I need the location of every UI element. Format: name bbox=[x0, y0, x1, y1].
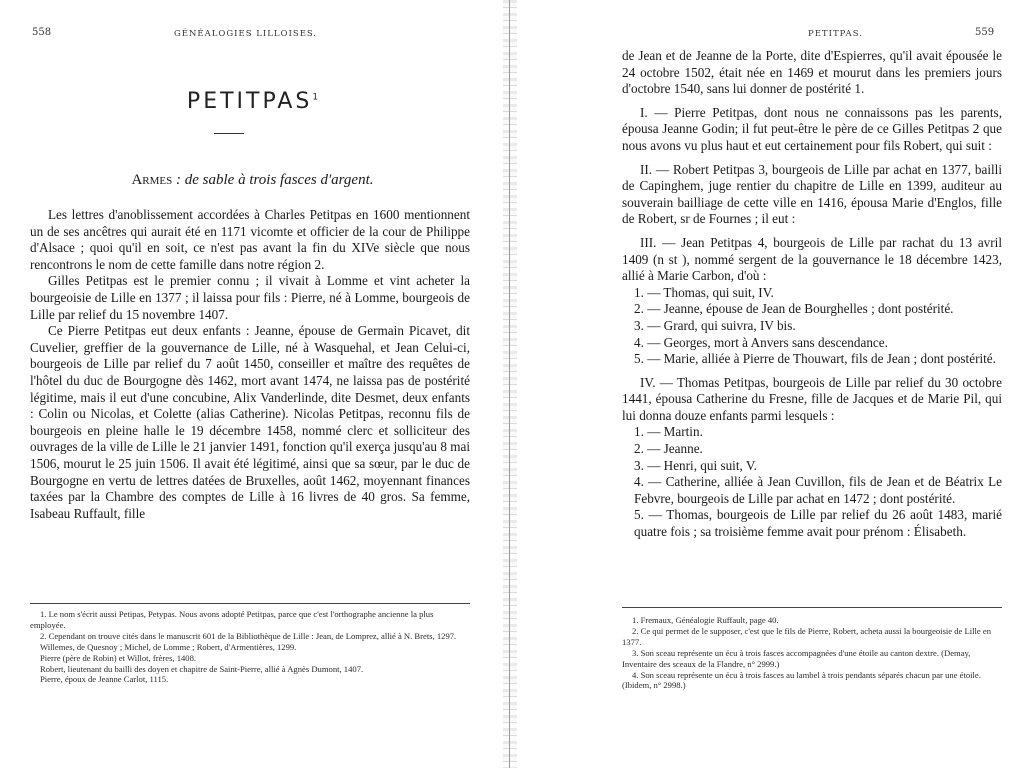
right-paragraph-iii: III. — Jean Petitpas 4, bourgeois de Lille par rachat du 13 avril 1409 (n st ), nommé sergent de la gouvernance le 18 décembre 1423, allié à Marie Carbon, d'où : bbox=[622, 234, 1002, 284]
list-item: 5. — Thomas, bourgeois de Lille par relief du 26 août 1483, marié quatre fois ; sa troisième femme avait pour prénom : Élisabeth. bbox=[634, 507, 1002, 540]
left-footnote-2b: Willemes, de Quesnoy ; Michel, de Lomme ; Robert, d'Armentières, 1299. bbox=[40, 641, 297, 652]
left-footnotes bbox=[30, 609, 470, 685]
list-item: 4. — Georges, mort à Anvers sans descendance. bbox=[634, 334, 888, 350]
right-footnotes bbox=[622, 615, 1002, 691]
left-footnote-2c: Pierre (père de Robin) et Willot, frères, 1408. bbox=[40, 652, 197, 663]
left-footnote-rule bbox=[30, 603, 470, 604]
right-paragraph-ii: II. — Robert Petitpas 3, bourgeois de Lille par achat en 1377, bailli de Capinghem, juge rentier du chapitre de Lille en 1399, auditeur au souverain bailliage de cette ville en 1416, épousa Marie d'Englos, fille de Robert, sr de Fournes ; il eut : bbox=[622, 161, 1002, 227]
list-item: 1. — Martin. bbox=[634, 424, 703, 440]
right-footnote-rule bbox=[622, 607, 1002, 608]
left-footnote-2d: Robert, lieutenant du bailli des doyen et chapitre de Saint-Pierre, allié à Agnès Dumont, 1407. bbox=[40, 663, 364, 674]
left-paragraph-2: Gilles Petitpas est le premier connu ; il vivait à Lomme et vint acheter la bourgeoisie de Lille en 1377 ; il laissa pour fils : Pierre, né à Lomme, bourgeois de Lille par relief du 15 novembre 1407. bbox=[30, 273, 470, 322]
list-item: 5. — Marie, alliée à Pierre de Thouwart, fils de Jean ; dont postérité. bbox=[634, 351, 996, 367]
left-body-text bbox=[30, 207, 470, 522]
left-running-head: GÉNÉALOGIES LILLOISES. bbox=[174, 29, 318, 39]
armes-line bbox=[0, 172, 505, 189]
right-footnote-2: 2. Ce qui permet de le supposer, c'est que le fils de Pierre, Robert, acheta aussi la bourgeoisie de Lille en 1377. bbox=[622, 625, 992, 647]
armes-text: : de sable à trois fasces d'argent. bbox=[172, 172, 374, 188]
right-page-number: 559 bbox=[975, 27, 995, 38]
list-item: 1. — Thomas, qui suit, IV. bbox=[634, 284, 774, 300]
chapter-title-text: PETITPAS bbox=[186, 89, 313, 114]
left-footnote-1: 1. Le nom s'écrit aussi Petipas, Petypas. Nous avons adopté Petitpas, parce que c'est l'orthographe ancienne la plus employée. bbox=[30, 609, 434, 630]
list-item: 3. — Grard, qui suivra, IV bis. bbox=[634, 317, 796, 333]
title-note-ref: 1 bbox=[312, 92, 319, 103]
list-item: 3. — Henri, qui suit, V. bbox=[634, 457, 757, 473]
chapter-title bbox=[0, 89, 505, 114]
title-rule bbox=[214, 133, 244, 134]
right-page bbox=[510, 0, 1016, 768]
list-item: 4. — Catherine, alliée à Jean Cuvillon, fils de Jean et de Béatrix Le Febvre, bourgeois de Lille par achat en 1472 ; dont postérité. bbox=[634, 474, 1002, 506]
left-page bbox=[0, 0, 505, 768]
right-footnote-1: 1. Fremaux, Généalogie Ruffault, page 40. bbox=[632, 615, 779, 625]
right-footnote-4: 4. Son sceau représente un écu à trois fasces au lambel à trois pendants séparés chacun par une étoile. (Ibidem, n° 2998.) bbox=[622, 669, 981, 691]
right-paragraph-cont: de Jean et de Jeanne de la Porte, dite d'Espierres, qu'il avait épousée le 24 octobre 1502, était née en 1469 et mourut dans les premiers jours d'octobre 1540, sans lui donner de postérité 1. bbox=[622, 48, 1002, 97]
list-item: 2. — Jeanne. bbox=[634, 441, 703, 457]
left-page-number: 558 bbox=[32, 27, 52, 38]
left-paragraph-1: Les lettres d'anoblissement accordées à Charles Petitpas en 1600 mentionnent un de ses ancêtres qui aurait été en 1171 vicomte et officier de la cour de Philippe d'Alsace ; quoi qu'il en soit, ce n'est pas avant la fin du XIVe siècle que nous rencontrons le nom de cette famille dans notre région 2. bbox=[30, 207, 470, 272]
left-footnote-2: 2. Cependant on trouve cités dans le manuscrit 601 de la Bibliothèque de Lille : Jean, de Lomprez, allié à N. Brets, 1297. bbox=[40, 630, 457, 641]
list-item: 2. — Jeanne, épouse de Jean de Bourghelles ; dont postérité. bbox=[634, 301, 954, 317]
left-footnote-2e: Pierre, époux de Jeanne Carlot, 1115. bbox=[40, 674, 169, 685]
right-running-head: PETITPAS. bbox=[808, 29, 863, 39]
right-paragraph-i: I. — Pierre Petitpas, dont nous ne connaissons pas les parents, épousa Jeanne Godin; il fut peut-être le père de ce Gilles Petitpas 2 que nous avons vu plus haut et eut certainement pour fils Robert, qui suit : bbox=[622, 104, 1002, 153]
armes-label: Armes bbox=[131, 172, 173, 188]
right-footnote-3: 3. Son sceau représente un écu à trois fasces accompagnées d'une étoile au canton dextre. (Demay, Inventaire des sceaux de la Flandre, n° 2999.) bbox=[622, 647, 971, 669]
right-body-text bbox=[622, 48, 1002, 541]
right-paragraph-iv: IV. — Thomas Petitpas, bourgeois de Lille par relief du 30 octobre 1441, épousa Catherine du Fresne, fille de Jacques et de Marie Pil, qui lui donna douze enfants parmi lesquels : bbox=[622, 374, 1002, 423]
left-paragraph-3: Ce Pierre Petitpas eut deux enfants : Jeanne, épouse de Germain Picavet, dit Cuvelier, greffier de la gouvernance de Lille, né à Wasquehal, et Jean Celui-ci, bourgeois de Lille par relief du 7 août 1450, conseiller et maître des requêtes de l'hôtel du duc de Bourgogne dès 1462, mort avant 1474, ne laissa pas de postérité légitime, mais il eut d'une concubine, Alix Vanderlinde, dite Desmet, deux enfants : Colin ou Nicolas, et Colette (alias Catherine). Nicolas Petitpas, reconnu fils de bourgeois en pleine halle le 19 décembre 1458, nommé clerc et solliciteur des ouvrages de la ville de Lille le 21 janvier 1491, fonction qu'il exerça jusqu'au 8 mai 1506, mourut le 25 juin 1506. Il avait été légitimé, ainsi que sa sœur, par le duc de Bourgogne en vertu de lettres datées de Bruxelles, août 1462, moyennant finances taxées par la Chambre des comptes de Lille à 16 livres de 40 gros. Sa femme, Isabeau Ruffault, fille bbox=[30, 323, 470, 521]
